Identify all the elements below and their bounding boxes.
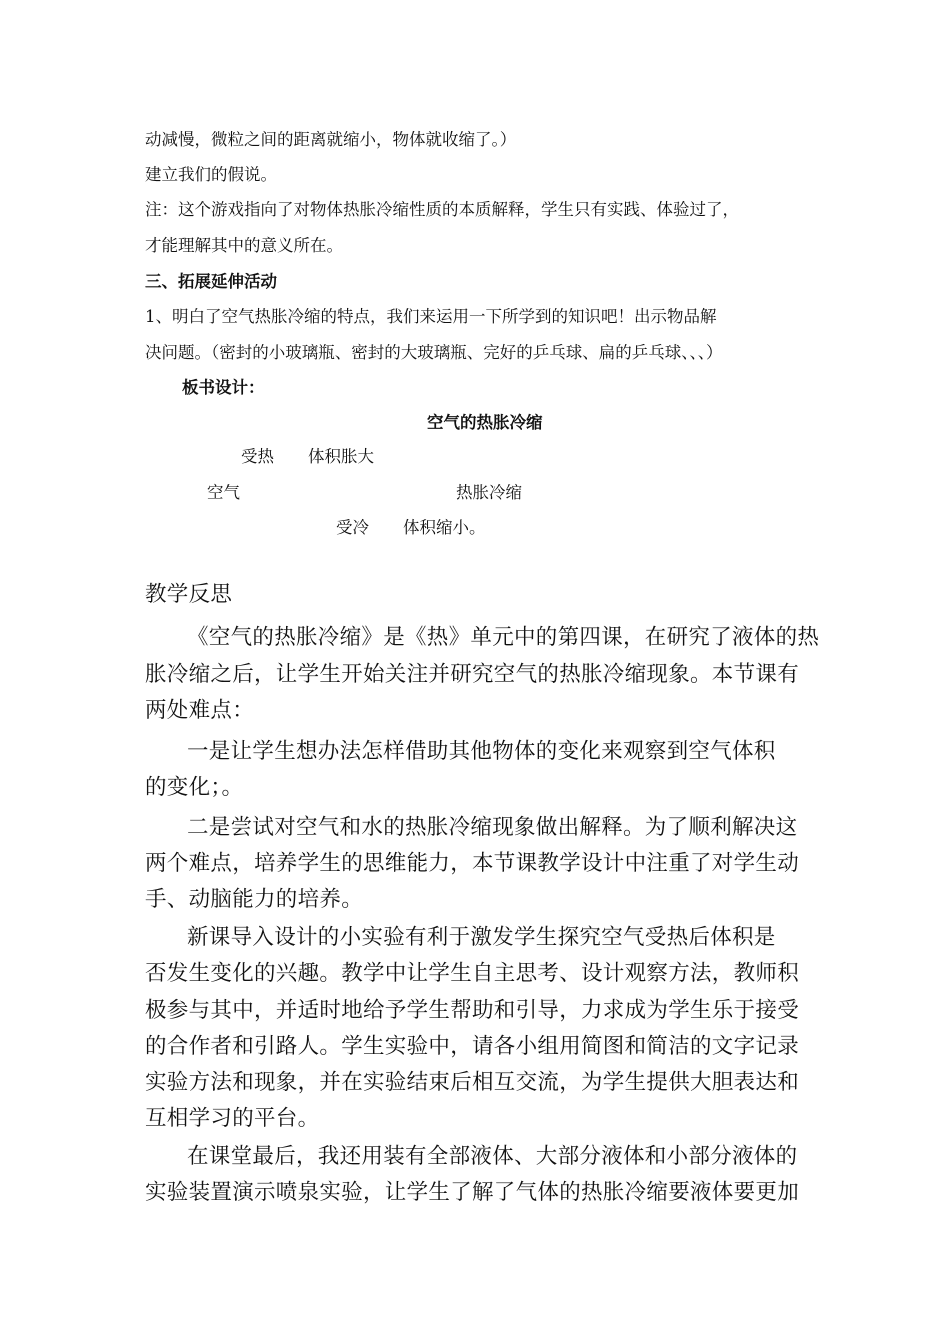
paragraph-line: 《空气的热胀冷缩》是《热》单元中的第四课，在研究了液体的热 [187,625,820,650]
paragraph-line: 的合作者和引路人。学生实验中，请各小组用简图和简洁的文字记录 [145,1034,800,1059]
text-line: 才能理解其中的意义所在。 [145,236,343,255]
board-shrink: 体积缩小。 [403,518,486,537]
text-line: 注：这个游戏指向了对物体热胀冷缩性质的本质解释，学生只有实践、体验过了， [145,200,739,219]
board-subject: 空气 [207,483,240,502]
paragraph-line: 互相学习的平台。 [145,1106,320,1131]
text-line: 动减慢，微粒之间的距离就缩小，物体就收缩了。） [145,130,517,149]
reflection-heading: 教学反思 [145,582,233,607]
paragraph-line: 手、动脑能力的培养。 [145,887,364,912]
text-line: 1、明白了空气热胀冷缩的特点，我们来运用一下所学到的知识吧！出示物品解 [145,307,717,326]
paragraph-line: 新课导入设计的小实验有利于激发学生探究空气受热后体积是 [187,925,776,950]
board-cooled: 受冷 [336,518,369,537]
board-expand: 体积胀大 [308,447,374,466]
paragraph-line: 两个难点，培养学生的思维能力，本节课教学设计中注重了对学生动 [145,851,800,876]
board-heated: 受热 [241,447,274,466]
paragraph-line: 二是尝试对空气和水的热胀冷缩现象做出解释。为了顺利解决这 [187,815,798,840]
paragraph-line: 两处难点： [145,698,255,723]
text-line: 建立我们的假说。 [145,165,277,184]
text-line: 决问题。（密封的小玻璃瓶、密封的大玻璃瓶、完好的乒乓球、扁的乒乓球、、、） [145,343,723,362]
board-conclusion: 热胀冷缩 [456,483,522,502]
board-label: 板书设计： [182,378,265,397]
paragraph-line: 的变化；。 [145,775,244,800]
section-heading: 三、拓展延伸活动 [145,272,277,291]
paragraph-line: 胀冷缩之后，让学生开始关注并研究空气的热胀冷缩现象。本节课有 [145,662,800,687]
board-title: 空气的热胀冷缩 [427,413,543,432]
paragraph-line: 实验装置演示喷泉实验，让学生了解了气体的热胀冷缩要液体要更加 [145,1180,800,1205]
paragraph-line: 实验方法和现象，并在实验结束后相互交流，为学生提供大胆表达和 [145,1070,800,1095]
paragraph-line: 极参与其中，并适时地给予学生帮助和引导，力求成为学生乐于接受 [145,998,800,1023]
paragraph-line: 一是让学生想办法怎样借助其他物体的变化来观察到空气体积 [187,739,776,764]
paragraph-line: 否发生变化的兴趣。教学中让学生自主思考、设计观察方法，教师积 [145,961,800,986]
paragraph-line: 在课堂最后，我还用装有全部液体、大部分液体和小部分液体的 [187,1144,798,1169]
